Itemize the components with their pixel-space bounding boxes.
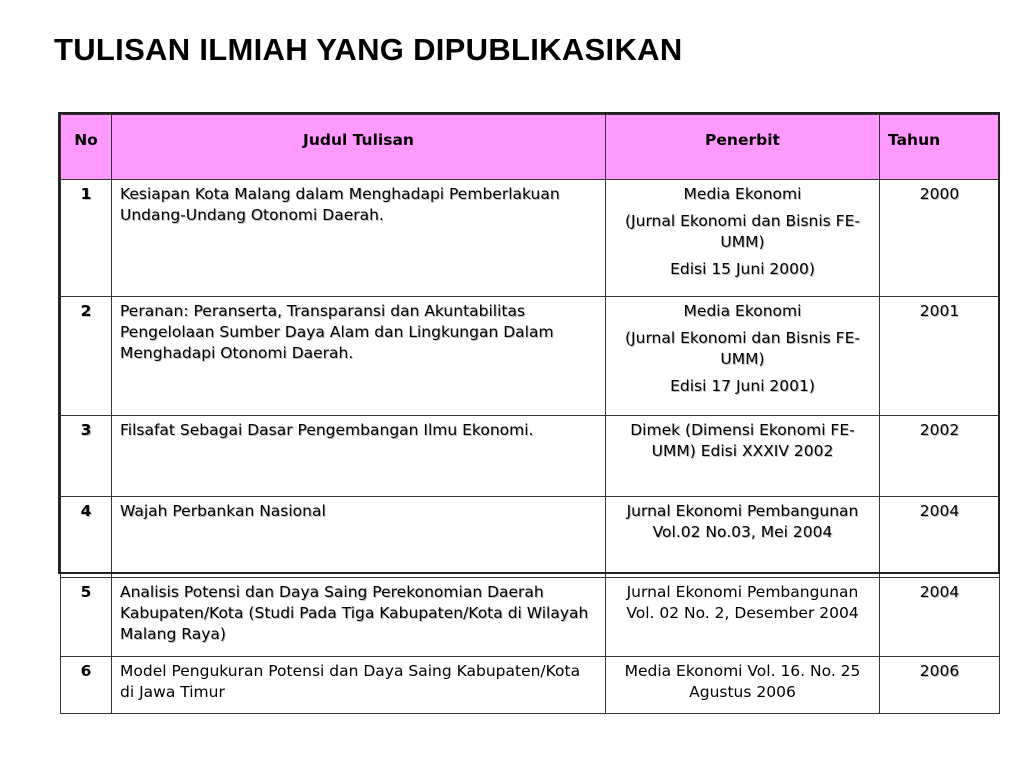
column-header-judul: Judul Tulisan	[112, 115, 606, 180]
row-number: 3	[61, 416, 112, 497]
row-year: 2004	[880, 578, 1000, 657]
row-publisher	[606, 180, 880, 297]
publisher-line: Media Ekonomi	[683, 185, 802, 203]
row-year: 2000	[880, 180, 1000, 297]
publisher-line: Dimek (Dimensi Ekonomi FE-UMM) Edisi XXXIV 2002	[630, 421, 855, 460]
publisher-line: Jurnal Ekonomi Pembangunan Vol. 02 No. 2, Desember 2004	[626, 583, 859, 622]
table-row	[61, 578, 1000, 657]
row-year: 2001	[880, 297, 1000, 416]
row-publisher	[606, 297, 880, 416]
row-year: 2004	[880, 497, 1000, 578]
table-row	[61, 416, 1000, 497]
table-row	[61, 657, 1000, 714]
row-number: 2	[61, 297, 112, 416]
row-title: Peranan: Peranserta, Transparansi dan Akuntabilitas Pengelolaan Sumber Daya Alam dan Lingkungan Dalam Menghadapi Otonomi Daerah.	[112, 297, 606, 416]
row-number: 4	[61, 497, 112, 578]
publications-table	[60, 114, 1000, 714]
table-row	[61, 180, 1000, 297]
table-row	[61, 297, 1000, 416]
publisher-line: Media Ekonomi	[683, 302, 802, 320]
publisher-line: (Jurnal Ekonomi dan Bisnis FE-UMM)	[625, 211, 860, 251]
row-title: Model Pengukuran Potensi dan Daya Saing Kabupaten/Kota di Jawa Timur	[112, 657, 606, 714]
publisher-line: Jurnal Ekonomi Pembangunan Vol.02 No.03, Mei 2004	[626, 502, 859, 541]
column-header-penerbit: Penerbit	[606, 115, 880, 180]
row-title: Analisis Potensi dan Daya Saing Perekonomian Daerah Kabupaten/Kota (Studi Pada Tiga Kabupaten/Kota di Wilayah Malang Raya)	[112, 578, 606, 657]
column-header-no: No	[61, 115, 112, 180]
row-publisher	[606, 578, 880, 657]
row-publisher	[606, 497, 880, 578]
publisher-line: Edisi 15 Juni 2000)	[670, 259, 815, 278]
table-row	[61, 497, 1000, 578]
publisher-line: (Jurnal Ekonomi dan Bisnis FE-UMM)	[625, 328, 860, 368]
row-title: Wajah Perbankan Nasional	[112, 497, 606, 578]
row-publisher	[606, 416, 880, 497]
row-year: 2002	[880, 416, 1000, 497]
row-number: 6	[61, 657, 112, 714]
row-year: 2006	[880, 657, 1000, 714]
row-publisher	[606, 657, 880, 714]
publisher-line: Media Ekonomi Vol. 16. No. 25 Agustus 2006	[624, 662, 861, 701]
table-header-row	[61, 115, 1000, 180]
column-header-tahun: Tahun	[880, 115, 1000, 180]
row-number: 5	[61, 578, 112, 657]
row-number: 1	[61, 180, 112, 297]
row-title: Filsafat Sebagai Dasar Pengembangan Ilmu Ekonomi.	[112, 416, 606, 497]
page-title: TULISAN ILMIAH YANG DIPUBLIKASIKAN	[54, 32, 683, 67]
publisher-line: Edisi 17 Juni 2001)	[670, 376, 815, 395]
row-title: Kesiapan Kota Malang dalam Menghadapi Pemberlakuan Undang-Undang Otonomi Daerah.	[112, 180, 606, 297]
